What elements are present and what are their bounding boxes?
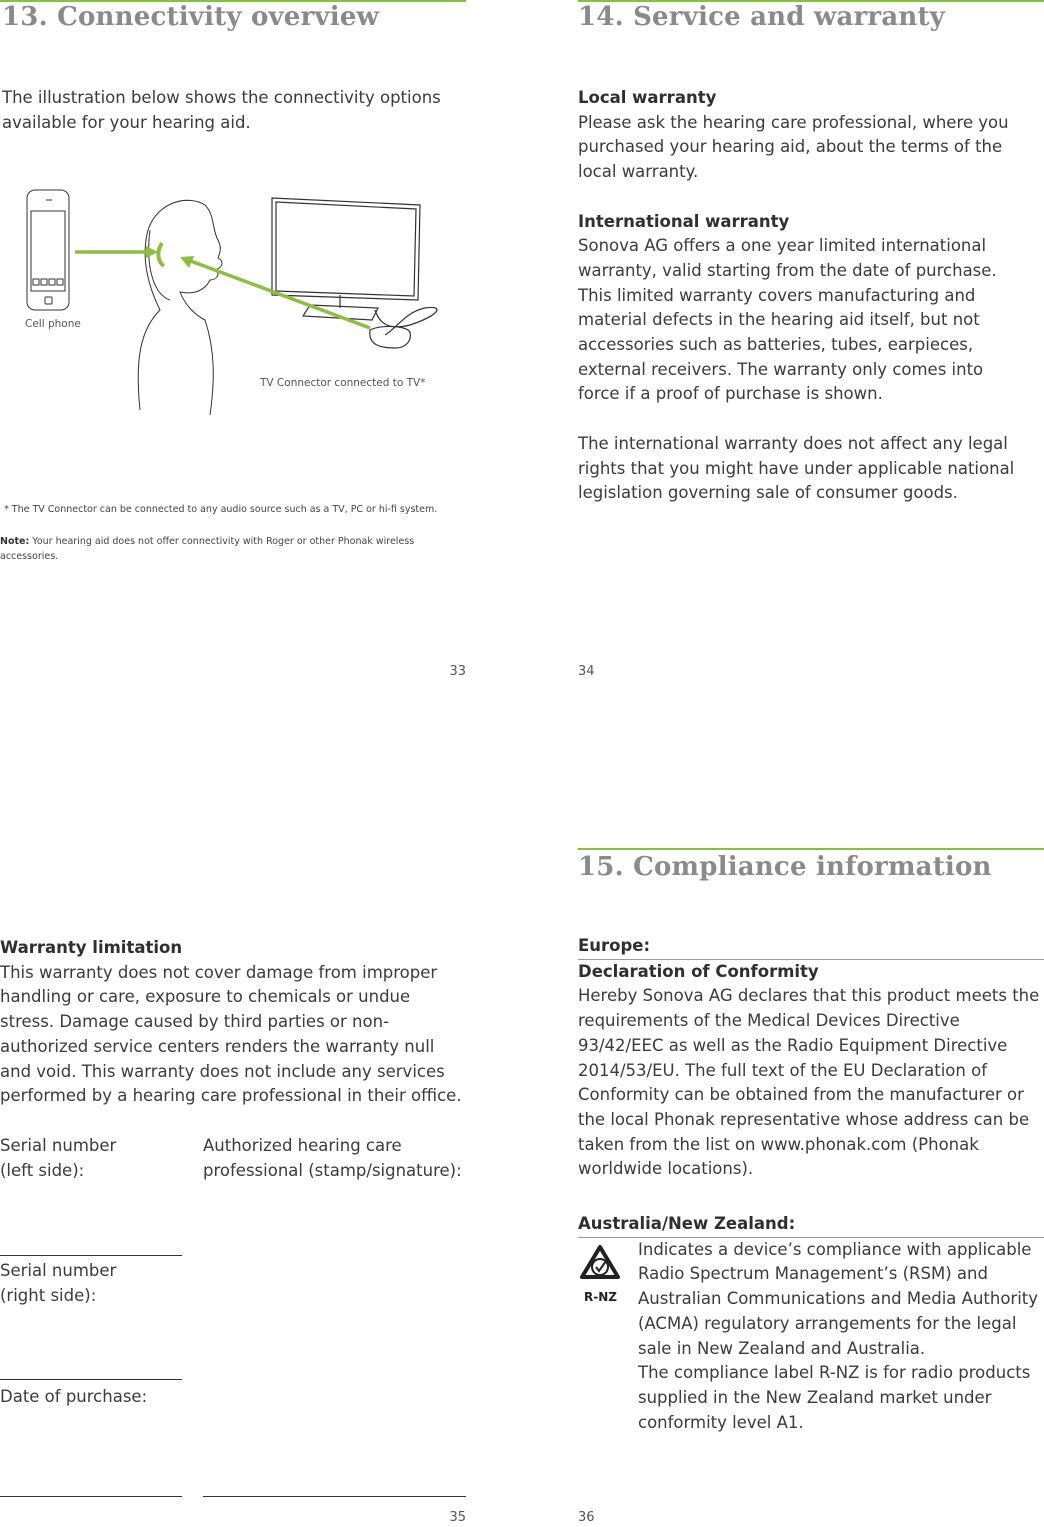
date-of-purchase-field[interactable] [0,1496,182,1497]
tv-connector-icon [370,326,411,348]
footnote: * The TV Connector can be connected to any audio source such as a TV, PC or hi-fi system. [4,504,438,515]
europe-section [578,934,1044,1182]
australia-nz-heading: Australia/New Zealand: [578,1212,1044,1238]
anz-compliance-text: Indicates a device’s compliance with applicable Radio Spectrum Management’s (RSM) and Australian Communications and Media Authority (ACMA) regulatory arrangements for the legal sale in New Zealand and Australia. [638,1239,1039,1358]
warranty-limitation-text: This warranty does not cover damage from improper handling or care, exposure to chemicals or undue stress. Damage caused by third parties or non-authorized service centers renders the warranty null and void. This warranty does not include any services performed by a hearing care professional in their office. [0,962,462,1106]
professional-signature-field[interactable] [203,1496,466,1497]
australia-nz-section [578,1212,1044,1435]
page-33 [0,0,466,690]
rcm-block [578,1238,1044,1436]
anz-text-block [638,1238,1044,1436]
international-warranty-heading: International warranty [578,211,790,231]
rcm-compliance-icon [578,1244,622,1284]
serial-right-label-1: Serial number [0,1261,117,1280]
serial-left-label-1: Serial number [0,1136,117,1155]
note-paragraph [0,534,440,564]
local-warranty-heading: Local warranty [578,88,717,107]
warranty-content [578,86,1018,506]
local-warranty-text: Please ask the hearing care professional, where you purchased your hearing aid, about the terms of the local warranty. [578,112,1009,182]
person-icon [138,200,222,415]
section-rule [578,848,1044,850]
warranty-limitation [0,936,466,1109]
page-title: 15. Compliance information [578,852,992,882]
page-number: 36 [578,1510,595,1525]
cell-phone-icon [27,190,69,310]
tv-icon [272,198,437,335]
connectivity-diagram [0,180,470,430]
note-text: Your hearing aid does not offer connectivity with Roger or other Phonak wireless accessories. [0,536,415,562]
serial-right-field[interactable] [0,1379,182,1380]
rnz-label-text: The compliance label R-NZ is for radio products supplied in the New Zealand market under conformity level A1. [638,1363,1031,1432]
page-number: 35 [449,1510,466,1525]
page-title: 13. Connectivity overview [2,2,380,32]
date-of-purchase-label: Date of purchase: [0,1387,148,1406]
page-36 [578,848,1044,1527]
declaration-heading: Declaration of Conformity [578,961,819,981]
serial-right-label-2: (right side): [0,1286,97,1305]
page-34 [578,0,1044,690]
cell-phone-label: Cell phone [25,318,81,330]
note-label: Note: [0,536,30,547]
connectivity-illustration [0,180,470,430]
legal-rights-text: The international warranty does not affect any legal rights that you might have under applicable national legislation governing sale of consumer goods. [578,433,1015,503]
warranty-limitation-heading: Warranty limitation [0,938,183,957]
tv-connector-label: TV Connector connected to TV* [260,377,426,389]
serial-left-label-2: (left side): [0,1161,85,1180]
international-warranty-text: Sonova AG offers a one year limited international warranty, valid starting from the date of purchase. This limited warranty covers manufacturing and material defects in the hearing aid itself, but not accessories such as batteries, tubes, earpieces, external receivers. The warranty only comes into force if a proof of purchase is shown. [578,236,997,404]
professional-label-1: Authorized hearing care [203,1136,402,1155]
declaration-text: Hereby Sonova AG declares that this product meets the requirements of the Medical Devices Directive 93/42/EEC as well as the Radio Equipment Directive 2014/53/EU. The full text of the EU Declaration of Conformity can be obtained from the manufacturer or the local Phonak representative whose address can be taken from the list on www.phonak.com (Phonak worldwide locations). [578,986,1040,1179]
europe-heading: Europe: [578,934,1044,960]
hearing-aid-icon [158,243,164,266]
page-title: 14. Service and warranty [578,2,945,32]
page-35 [0,840,466,1527]
page-number: 34 [578,664,595,679]
serial-left-field[interactable] [0,1255,182,1256]
rnz-label: R-NZ [584,1289,617,1304]
arrow-icon [75,246,370,328]
intro-text: The illustration below shows the connectivity options available for your hearing aid. [2,88,441,132]
page-number: 33 [449,664,466,679]
professional-label-2: professional (stamp/signature): [203,1161,462,1180]
